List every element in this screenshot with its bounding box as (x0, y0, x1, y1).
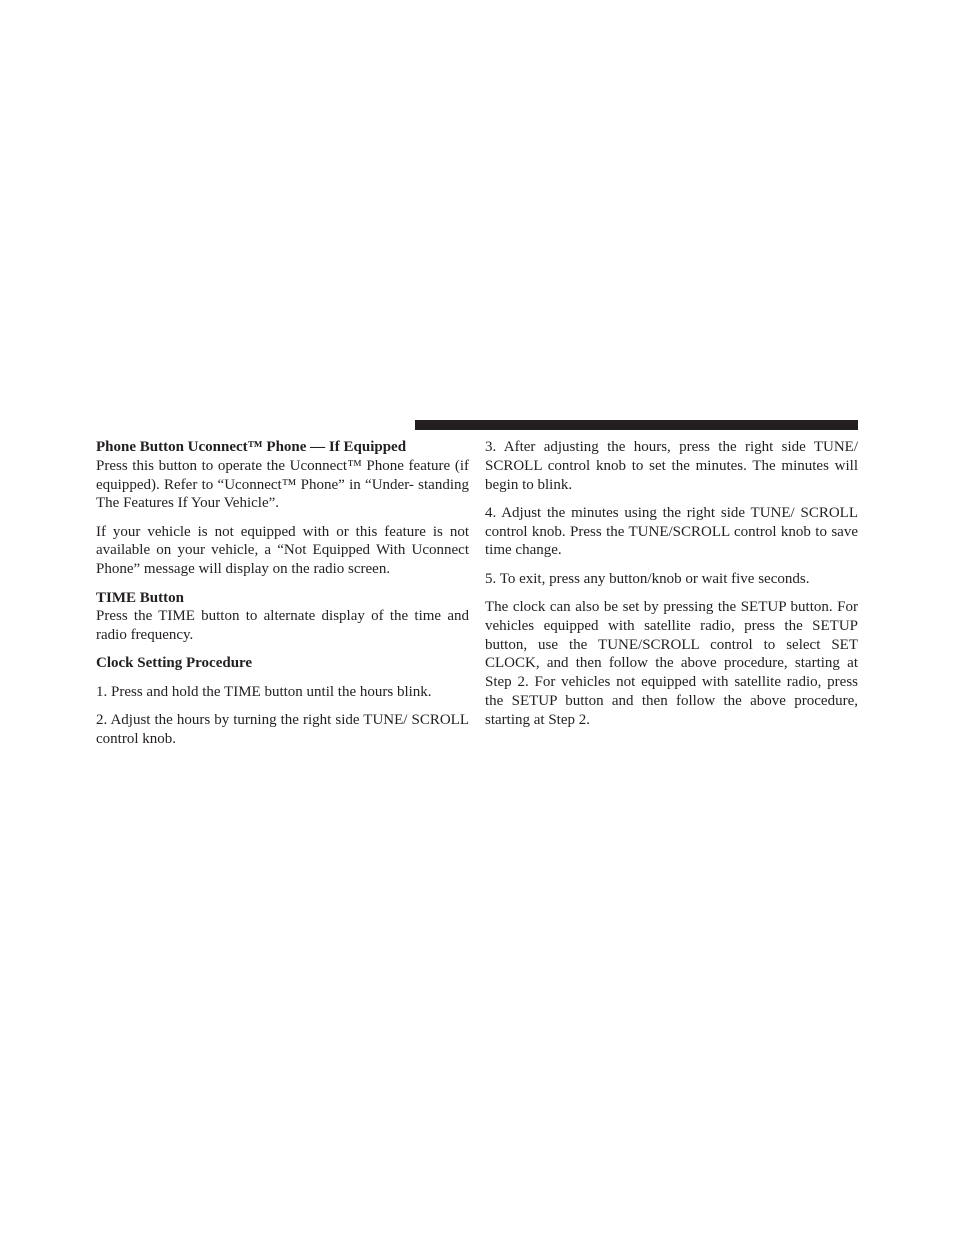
setup-button-paragraph: The clock can also be set by pressing the SETUP button. For vehicles equipped with satellite radio, press the SETUP button, use the TUNE/SCROLL control to select SET CLOCK, and then follow the above procedure, starting at Step 2. For vehicles not equipped with satellite radio, press the SETUP button and then follow the above procedure, starting at Step 2. (485, 599, 858, 728)
phone-button-paragraph: Press this button to operate the Uconnect™ Phone feature (if equipped). Refer to “Uconnect™ Phone” in “Under- standing The Features If Your Vehicle”. (96, 457, 469, 512)
phone-button-heading: Phone Button Uconnect™ Phone — If Equipped (96, 439, 407, 455)
clock-step-2: 2. Adjust the hours by turning the right side TUNE/ SCROLL control knob. (96, 712, 469, 747)
clock-step-3: 3. After adjusting the hours, press the right side TUNE/ SCROLL control knob to set the minutes. The minutes will begin to blink. (485, 439, 858, 493)
section-header-bar (415, 420, 858, 430)
right-column (485, 438, 858, 739)
clock-setting-heading: Clock Setting Procedure (96, 655, 253, 672)
clock-step-1: 1. Press and hold the TIME button until the hours blink. (96, 683, 432, 700)
phone-not-equipped-paragraph: If your vehicle is not equipped with or this feature is not available on your vehicle, a “Not Equipped With Uconnect Phone” message will display on the radio screen. (96, 523, 469, 578)
clock-step-5: 5. To exit, press any button/knob or wait five seconds. (485, 570, 810, 587)
clock-step-4: 4. Adjust the minutes using the right side TUNE/ SCROLL control knob. Press the TUNE/SCROLL control knob to save time change. (485, 504, 858, 559)
time-button-heading: TIME Button (96, 589, 184, 606)
left-column (96, 438, 469, 758)
time-button-paragraph: Press the TIME button to alternate display of the time and radio frequency. (96, 608, 469, 644)
